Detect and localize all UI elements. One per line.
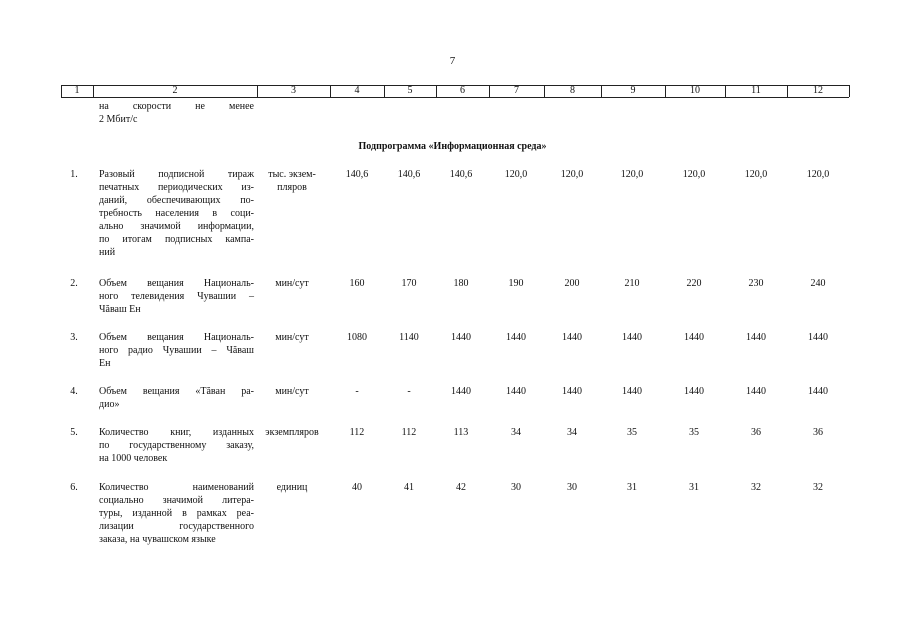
value-cell: 30: [511, 482, 521, 493]
unit-of-measure: [259, 481, 325, 494]
unit-line: пляров: [277, 182, 307, 193]
column-number: 3: [291, 85, 296, 96]
indicator-name: [99, 331, 254, 370]
value-cell: 1440: [451, 386, 471, 397]
indicator-name: [99, 426, 254, 465]
indicator-name-line: требность населения в соци-: [99, 208, 254, 219]
unit-line: единиц: [276, 482, 308, 493]
value-cell: 30: [567, 482, 577, 493]
value-cell: 1140: [399, 332, 419, 343]
value-cell: 140,6: [449, 169, 473, 180]
indicator-name-line: на 1000 человек: [99, 453, 168, 464]
value-cell: 1440: [808, 386, 828, 397]
value-cell: 210: [624, 278, 640, 289]
column-number: 4: [354, 85, 360, 96]
value-cell: 34: [511, 427, 521, 438]
indicator-name-line: Объем вещания Националь-: [99, 332, 254, 343]
indicator-name-line: ний: [99, 247, 116, 258]
row-number: 1.: [70, 169, 78, 180]
value-cell: 1440: [562, 332, 582, 343]
column-number: 1: [74, 85, 80, 96]
value-cell: 1440: [622, 386, 642, 397]
value-cell: 1440: [506, 332, 526, 343]
value-cell: -: [355, 386, 359, 397]
value-cell: 120,0: [560, 169, 584, 180]
column-number: 7: [514, 85, 519, 96]
indicator-name: [99, 481, 254, 546]
value-cell: 32: [813, 482, 823, 493]
value-cell: 120,0: [682, 169, 706, 180]
value-cell: 1440: [746, 332, 766, 343]
value-cell: 1440: [562, 386, 582, 397]
unit-of-measure: [259, 385, 325, 398]
value-cell: 31: [689, 482, 699, 493]
value-cell: 41: [404, 482, 414, 493]
unit-of-measure: [259, 168, 325, 194]
column-number: 11: [751, 85, 761, 96]
value-cell: 1080: [347, 332, 367, 343]
column-number: 5: [407, 85, 413, 96]
indicator-name-line: Количество наименований: [99, 482, 254, 493]
value-cell: 1440: [451, 332, 471, 343]
indicator-name-line: Количество книг, изданных: [99, 427, 254, 438]
value-cell: 230: [748, 278, 764, 289]
subprogram-title: Подпрограмма «Информационная среда»: [358, 141, 547, 152]
value-cell: 31: [627, 482, 637, 493]
indicator-name-line: туры, изданной в рамках реа-: [99, 508, 254, 519]
unit-line: мин/сут: [275, 386, 309, 397]
value-cell: 120,0: [504, 169, 528, 180]
value-cell: 190: [508, 278, 524, 289]
continuation-line-1: на скорости не менее: [99, 101, 254, 112]
indicator-name-line: Разовый подписной тираж: [99, 169, 254, 180]
indicator-name-line: по государственному заказу,: [99, 440, 254, 451]
value-cell: 140,6: [397, 169, 421, 180]
value-cell: 36: [751, 427, 761, 438]
value-cell: 35: [627, 427, 637, 438]
value-cell: 220: [686, 278, 702, 289]
indicator-name-line: печатных периодических из-: [99, 182, 254, 193]
indicator-name-line: даний, обеспечивающих по-: [99, 195, 254, 206]
indicator-name: [99, 385, 254, 411]
indicator-name-line: лизации государственного: [99, 521, 254, 532]
value-cell: 120,0: [620, 169, 644, 180]
value-cell: 1440: [808, 332, 828, 343]
row-number: 6.: [70, 482, 78, 493]
value-cell: 1440: [622, 332, 642, 343]
continuation-line-2: 2 Мбит/с: [99, 114, 138, 125]
value-cell: 112: [349, 427, 365, 438]
column-number: 9: [630, 85, 636, 96]
indicator-name-line: заказа, на чувашском языке: [99, 534, 216, 545]
indicator-name-line: дио»: [99, 399, 120, 410]
value-cell: 40: [352, 482, 362, 493]
unit-of-measure: [259, 331, 325, 344]
value-cell: 120,0: [744, 169, 768, 180]
unit-line: мин/сут: [275, 332, 309, 343]
value-cell: 34: [567, 427, 577, 438]
unit-line: мин/сут: [275, 278, 309, 289]
column-number: 10: [690, 85, 700, 96]
value-cell: 1440: [746, 386, 766, 397]
indicator-name-line: социально значимой литера-: [99, 495, 254, 506]
table-header-bottom-border: [61, 97, 849, 98]
column-number: 6: [460, 85, 465, 96]
indicator-name-line: Объем вещания Националь-: [99, 278, 254, 289]
indicator-name-line: Ен: [99, 358, 111, 369]
value-cell: 120,0: [806, 169, 830, 180]
unit-of-measure: [259, 426, 325, 439]
indicator-name-line: ного радио Чувашии – Чăваш: [99, 345, 254, 356]
indicator-name: [99, 277, 254, 316]
column-number: 8: [570, 85, 575, 96]
value-cell: 170: [401, 278, 417, 289]
indicator-name-line: по итогам подписных кампа-: [99, 234, 254, 245]
value-cell: 32: [751, 482, 761, 493]
value-cell: 35: [689, 427, 699, 438]
column-number: 2: [172, 85, 178, 96]
indicator-name: [99, 168, 254, 259]
indicator-name-line: Чăваш Ен: [99, 304, 141, 315]
value-cell: 1440: [684, 386, 704, 397]
value-cell: 240: [810, 278, 826, 289]
value-cell: 200: [564, 278, 580, 289]
row-number: 4.: [70, 386, 78, 397]
unit-line: экземпляров: [265, 427, 319, 438]
value-cell: 1440: [506, 386, 526, 397]
value-cell: 42: [456, 482, 466, 493]
table-header-divider: [849, 85, 850, 97]
value-cell: 36: [813, 427, 823, 438]
value-cell: 113: [453, 427, 469, 438]
row-number: 3.: [70, 332, 78, 343]
indicator-name-line: ально значимой информации,: [99, 221, 254, 232]
indicator-name-line: ного телевидения Чувашии –: [99, 291, 254, 302]
row-number: 5.: [70, 427, 78, 438]
value-cell: 1440: [684, 332, 704, 343]
value-cell: 180: [453, 278, 469, 289]
column-number: 12: [813, 85, 823, 96]
unit-of-measure: [259, 277, 325, 290]
value-cell: 112: [401, 427, 417, 438]
value-cell: 140,6: [345, 169, 369, 180]
value-cell: 160: [349, 278, 365, 289]
page-number: 7: [449, 55, 456, 67]
indicator-name-line: Объем вещания «Тăван ра-: [99, 386, 254, 397]
unit-line: тыс. экзем-: [268, 169, 316, 180]
row-number: 2.: [70, 278, 78, 289]
value-cell: -: [407, 386, 411, 397]
